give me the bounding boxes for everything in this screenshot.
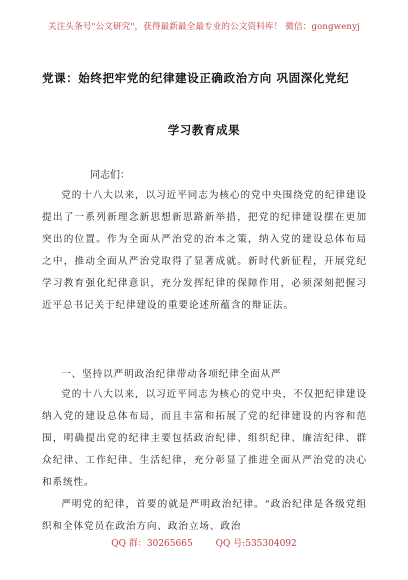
header-note: 关注头条号"公文研究"，获得最新最全最专业的公文资料库！ 微信：gongwenyj xyxy=(48,22,360,32)
footer-qq-number: QQ 号:535304092 xyxy=(215,539,297,549)
footer-qq-group: QQ 群：30265665 xyxy=(111,539,193,549)
document-title-line-1: 党课：始终把牢党的纪律建设正确政治方向 巩固深化党纪 xyxy=(42,71,350,85)
footer-contact xyxy=(0,536,408,549)
body-paragraph-2: 党的十八大以来，以习近平同志为核心的党中央，不仅把纪律建设纳入党的建设总体布局，而且丰富和拓展了党的纪律建设的内容和范围，明确提出党的纪律主要包括政治纪律、组织纪律、廉洁纪律、群众纪律、工作纪律、生活纪律，充分彰显了推进全面从严治党的决心和系统性。 xyxy=(42,389,367,488)
section-heading-1: 一、坚持以严明政治纪律带动各项纪律全面从严 xyxy=(61,369,282,380)
body-paragraph-1: 党的十八大以来，以习近平同志为核心的党中央围绕党的纪律建设提出了一系列新理念新思想新思路新举措，把党的纪律建设摆在更加突出的位置。作为全面从严治党的治本之策，纳入党的建设总体布局之中，推动全面从严治党取得了显著成就。新时代新征程，开展党纪学习教育强化纪律意识，充分发挥纪律的保障作用，必须深刻把握习近平总书记关于纪律建设的重要论述所蕴含的辩证法。 xyxy=(42,190,367,311)
body-paragraph-3: 严明党的纪律，首要的就是严明政治纪律。“政治纪律是各级党组织和全体党员在政治方向、政治立场、政治 xyxy=(42,499,367,532)
document-title-line-2: 学习教育成果 xyxy=(167,123,241,137)
salutation: 同志们： xyxy=(90,170,130,181)
